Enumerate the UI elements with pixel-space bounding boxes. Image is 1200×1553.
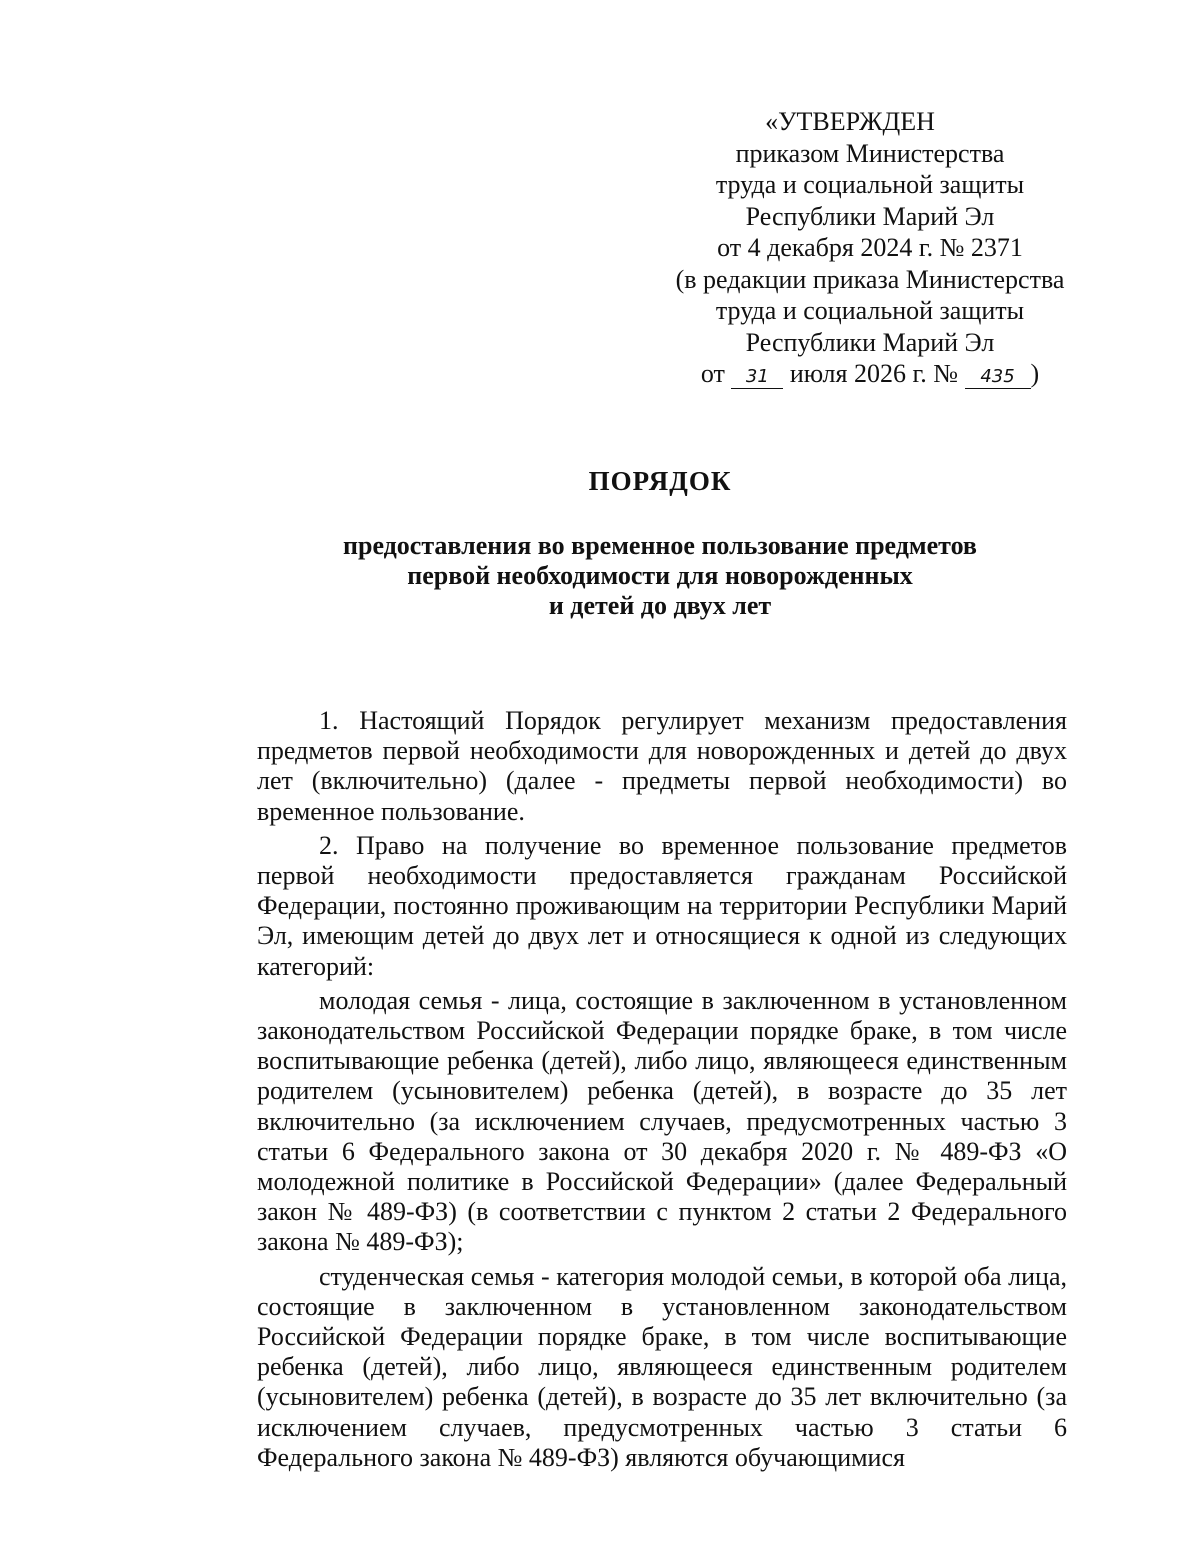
approval-line: Республики Марий Эл xyxy=(745,201,995,231)
approval-date-line xyxy=(660,358,1080,390)
document-title: ПОРЯДОК xyxy=(588,466,732,496)
approval-line: приказом Министерства xyxy=(735,138,1005,168)
approval-line: от 4 декабря 2024 г. № 2371 xyxy=(717,233,1023,262)
date-month-year: июля 2026 г. № xyxy=(789,359,959,388)
subtitle-line: первой необходимости для новорожденных xyxy=(407,561,913,590)
paragraph: молодая семья - лица, состоящие в заключенном в установленном законодательством Российской Федерации порядке браке, в том числе воспитывающие ребенка (детей), либо лицо, являющееся единственным родителем (усыновителем) ребенка (детей), в возрасте до 35 лет включительно (за исключением случаев, предусмотренных частью 3 статьи 6 Федерального закона от 30 декабря 2020 г. № 489-ФЗ «О молодежной политике в Российской Федерации» (далее Федеральный закон № 489-ФЗ) (в соответствии с пунктом 2 статьи 2 Федерального закона № 489-ФЗ); xyxy=(257,985,1067,1257)
paragraph: студенческая семья - категория молодой семьи, в которой оба лица, состоящие в заключенном в установленном законодательством Российской Федерации порядке браке, в том числе воспитывающие ребенка (детей), либо лицо, являющееся единственным родителем (усыновителем) ребенка (детей), в возрасте до 35 лет включительно (за исключением случаев, предусмотренных частью 3 статьи 6 Федерального закона № 489-ФЗ) являются обучающимися xyxy=(257,1261,1067,1472)
document-body xyxy=(257,706,1067,1477)
approval-line: труда и социальной защиты xyxy=(715,296,1025,325)
subtitle-line: и детей до двух лет xyxy=(548,591,772,620)
handwritten-order-number: 435 xyxy=(965,366,1031,389)
approval-block xyxy=(660,106,1080,390)
subtitle-line: предоставления во временное пользование предметов xyxy=(343,531,977,560)
approval-line: труда и социальной защиты xyxy=(715,170,1025,199)
approval-line: Республики Марий Эл xyxy=(745,327,995,357)
paragraph: 1. Настоящий Порядок регулирует механизм предоставления предметов первой необходимости для новорожденных и детей до двух лет (включительно) (далее - предметы первой необходимости) во временное пользование. xyxy=(257,706,1067,826)
approval-line: «УТВЕРЖДЕН xyxy=(765,107,935,136)
paragraph: 2. Право на получение во временное пользование предметов первой необходимости предоставляется гражданам Российской Федерации, постоянно проживающим на территории Республики Марий Эл, имеющим детей до двух лет и относящиеся к одной из следующих категорий: xyxy=(257,830,1067,981)
date-suffix: ) xyxy=(1030,359,1040,388)
approval-line: (в редакции приказа Министерства xyxy=(675,264,1065,294)
document-subtitle xyxy=(0,531,1200,621)
date-prefix: от xyxy=(700,359,725,388)
handwritten-day: 31 xyxy=(731,366,783,389)
